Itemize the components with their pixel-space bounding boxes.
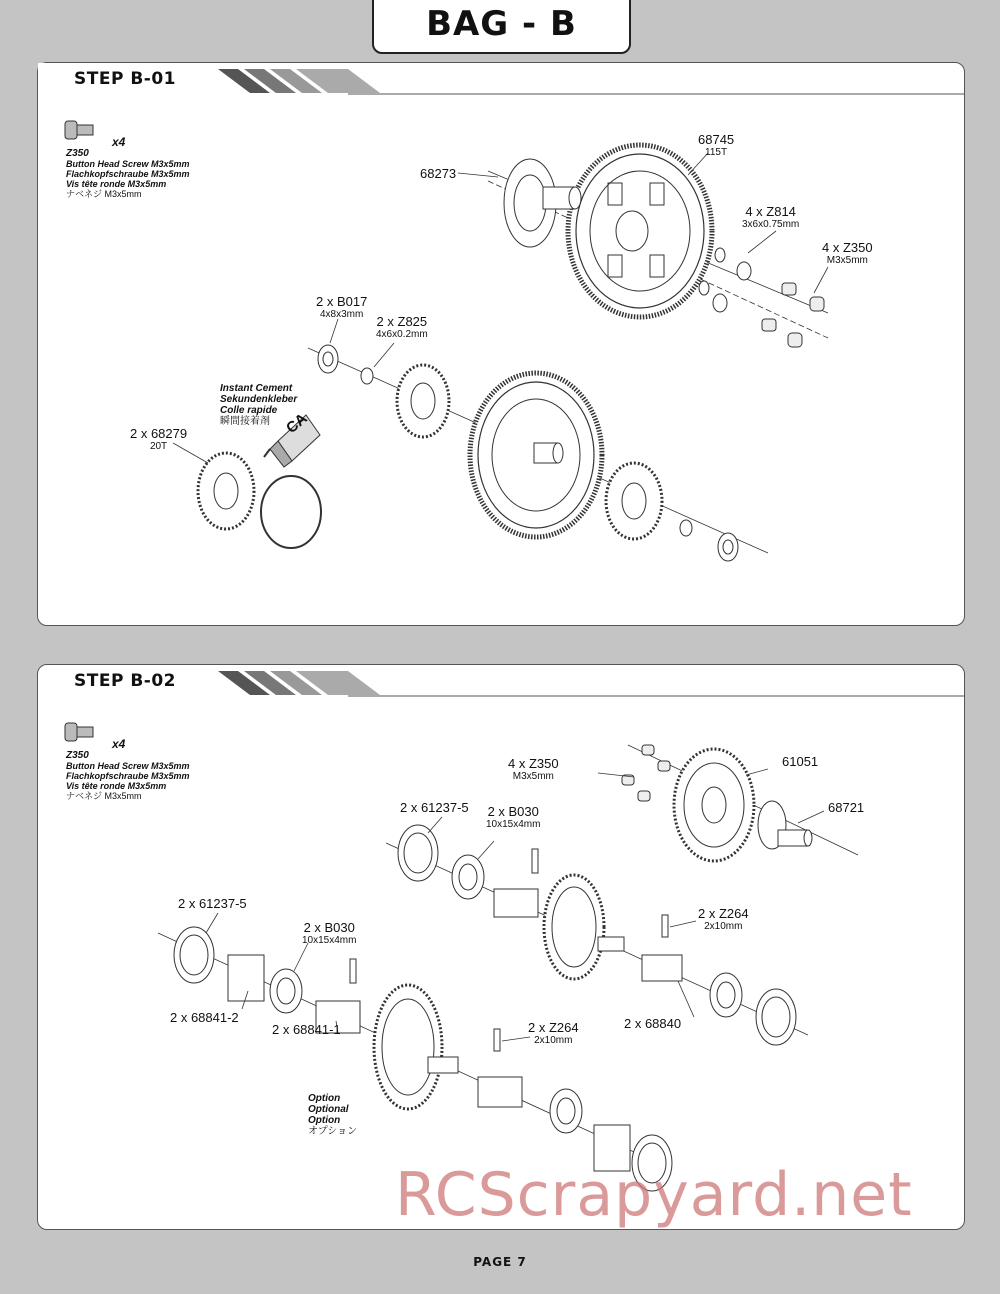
label-b030-a: 2 x B030 10x15x4mm [486, 804, 541, 830]
spacer-68841-2 [228, 955, 264, 1001]
label-61051: 61051 [782, 754, 819, 769]
outdrive [494, 889, 538, 917]
screw-desc-fr: Vis tête ronde M3x5mm [66, 781, 167, 791]
step-b01-title: STEP B-01 [74, 69, 177, 89]
label-b017: 2 x B017 4x8x3mm [316, 294, 368, 320]
screw-desc-en: Button Head Screw M3x5mm [66, 761, 190, 771]
label-68840: 2 x 68840 [624, 1016, 682, 1031]
step-b01-drawing [38, 63, 964, 625]
label-61237-a: 2 x 61237-5 [400, 800, 469, 815]
label-z814: 4 x Z814 3x6x0.75mm [742, 204, 800, 230]
label-68279: 2 x 68279 20T [130, 426, 188, 452]
pin-z264 [532, 849, 538, 873]
shim-z825 [361, 368, 373, 384]
step-b02-drawing [38, 665, 964, 1229]
label-z264-b: 2 x Z264 2x10mm [528, 1020, 579, 1046]
step-b02-panel [37, 664, 965, 1230]
label-z825: 2 x Z825 4x6x0.2mm [376, 314, 428, 340]
step-b02-title: STEP B-02 [74, 671, 177, 691]
screw-desc-de: Flachkopfschraube M3x5mm [66, 771, 190, 781]
label-z350: 4 x Z350 M3x5mm [822, 240, 873, 266]
screw-desc-fr: Vis tête ronde M3x5mm [66, 179, 167, 189]
screw-qty: x4 [112, 737, 126, 751]
screw-legend-b02 [66, 737, 190, 801]
hub-68721 [758, 801, 812, 849]
watermark: RCScrapyard.net [395, 1160, 913, 1230]
screw-icon [65, 121, 93, 139]
screw-desc-jp: ナベネジ M3x5mm [66, 791, 142, 801]
label-61237-b: 2 x 61237-5 [178, 896, 247, 911]
o-ring [261, 476, 321, 548]
page-number: PAGE 7 [473, 1255, 527, 1269]
screw-code: Z350 [66, 148, 89, 159]
step-b01-panel [37, 62, 965, 626]
pulley-61051 [674, 749, 754, 861]
screws-z350 [622, 745, 670, 801]
label-68721: 68721 [828, 800, 865, 815]
spur-gear-lower [470, 373, 602, 537]
label-b030-b: 2 x B030 10x15x4mm [302, 920, 357, 946]
spur-gear-68745 [568, 145, 712, 317]
ca-note: Instant Cement Sekundenkleber Colle rapide 瞬間接着剤 [220, 383, 298, 427]
label-z264-a: 2 x Z264 2x10mm [698, 906, 749, 932]
label-68841-1: 2 x 68841-1 [272, 1022, 341, 1037]
option-note: Option Optional Option オプション [308, 1093, 358, 1137]
label-68841-2: 2 x 68841-2 [170, 1010, 239, 1025]
bag-title: BAG - B [372, 0, 631, 54]
label-68745: 68745 115T [698, 132, 735, 158]
screws-z350 [762, 283, 824, 347]
screw-icon [65, 723, 93, 741]
screw-desc-jp: ナベネジ M3x5mm [66, 189, 142, 199]
screw-legend-b01 [66, 135, 190, 199]
ca-bottle-label: CA [283, 410, 311, 437]
screw-desc-de: Flachkopfschraube M3x5mm [66, 169, 190, 179]
screw-desc-en: Button Head Screw M3x5mm [66, 159, 190, 169]
screw-code: Z350 [66, 750, 89, 761]
label-z350: 4 x Z350 M3x5mm [508, 756, 559, 782]
screw-qty: x4 [112, 135, 126, 149]
label-68273: 68273 [420, 166, 457, 181]
